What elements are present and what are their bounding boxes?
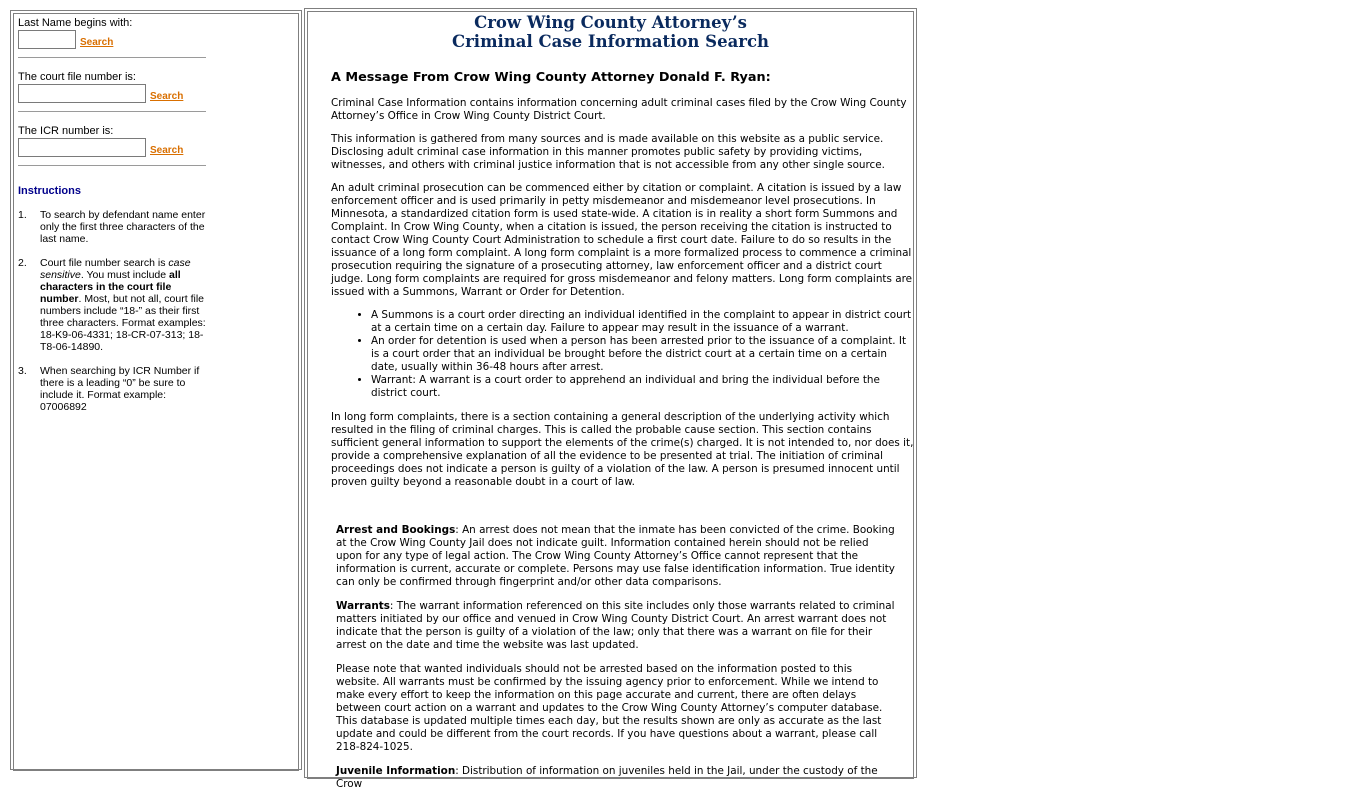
instructions-heading: Instructions (18, 185, 81, 197)
instruction-item (18, 365, 210, 413)
divider (18, 57, 206, 58)
courtfile-row (18, 84, 210, 103)
paragraph-warrants (336, 600, 898, 652)
icr-label: The ICR number is: (18, 125, 114, 137)
instructions-list (18, 209, 210, 413)
instruction-text-post: . Most, but not all, court file numbers include “18-” as their first three characters. Format examples: 18-K9-06-4331; 18-CR-07-313; 18-T8-06-14890. (40, 293, 206, 353)
warrants-text: : The warrant information referenced on this site includes only those warrants related to criminal matters initiated by our office and venued in Crow Wing County District Court. An arrest warrant does not indicate that the person is guilty of a violation of the law; only that there was a warrant on file for their arrest on the date and time the website was last updated. (336, 600, 895, 651)
lastname-search-link[interactable]: Search (80, 37, 114, 48)
instruction-text: When searching by ICR Number if there is a leading “0” be sure to include it. Format example: 07006892 (40, 365, 200, 413)
instruction-item (18, 257, 210, 353)
paragraph-intro: Criminal Case Information contains information concerning adult criminal cases filed by the Crow Wing County Attorney’s Office in Crow Wing County District Court. (331, 97, 907, 122)
paragraph-public-service: This information is gathered from many sources and is made available on this website as a public service. Disclosing adult criminal case information in this manner promotes public safety by providing victims, witnesses, and others with criminal justice information that is not accessible from any other single source. (331, 133, 885, 171)
page-title (305, 13, 916, 51)
divider (18, 111, 206, 112)
bullet-summons: • A Summons is a court order directing an individual identified in the complaint to appear in district court at a certain time on a certain day. Failure to appear may result in the issuance of a warrant. (371, 309, 914, 335)
courtfile-input[interactable] (18, 84, 146, 103)
paragraph-prosecution: An adult criminal prosecution can be commenced either by citation or complaint. A citation is issued by a law enforcement officer and is used primarily in petty misdemeanor and misdemeanor level prosecutions. In Minnesota, a standardized citation form is used state-wide. A citation is in reality a short form Summons and Complaint. In Crow Wing County, when a citation is issued, the person receiving the citation is instructed to contact Crow Wing County Court Administration to schedule a first court date. Failure to do so results in the issuance of a long form complaint. A long form complaint is a more formalized process to commence a criminal prosecution requiring the signature of a prosecuting attorney, law enforcement officer and a district court judge. Long form complaints are required for gross misdemeanor and felony matters. Long form complaints are issued with a Summons, Warrant or Order for Detention. (331, 182, 913, 298)
courtfile-label: The court file number is: (18, 71, 136, 83)
lastname-row (18, 30, 210, 49)
arrest-text: : An arrest does not mean that the inmate has been convicted of the crime. Booking at the Crow Wing County Jail does not indicate guilt. Information contained herein should not be relied upon for any type of legal action. The Crow Wing County Attorney’s Office cannot represent that the information is current, accurate or complete. Persons may use false identification information. True identity can only be confirmed through fingerprint and/or other data comparisons. (336, 524, 895, 588)
icr-search-link[interactable]: Search (150, 145, 184, 156)
warrants-label: Warrants (336, 600, 390, 612)
instruction-item (18, 209, 210, 245)
bullet-list (331, 309, 914, 400)
instruction-text-italic: case sensitive (40, 257, 191, 281)
icr-input[interactable] (18, 138, 146, 157)
courtfile-search-link[interactable]: Search (150, 91, 184, 102)
page-title-line2: Criminal Case Information Search (451, 32, 769, 51)
juvenile-label: Juvenile Information (336, 765, 456, 777)
instruction-text-bold: all characters in the court file number (40, 269, 181, 305)
disclaimer-section (336, 524, 898, 802)
arrest-label: Arrest and Bookings (336, 524, 456, 536)
search-sidebar (18, 17, 210, 425)
juvenile-text: : Distribution of information on juveniles held in the Jail, under the custody of the Crow (336, 765, 878, 790)
lastname-input[interactable] (18, 30, 76, 49)
instruction-number: 1. (18, 209, 27, 221)
instruction-number: 3. (18, 365, 27, 377)
paragraph-probable-cause: In long form complaints, there is a section containing a general description of the underlying activity which resulted in the filing of criminal charges. This is called the probable cause section. This section contains sufficient general information to support the elements of the crime(s) charged. It is not intended to, nor does it, provide a comprehensive explanation of all the evidence to be presented at trial. The initiation of criminal proceedings does not indicate a person is guilty of a violation of the law. A person is presumed innocent until proven guilty beyond a reasonable doubt in a court of law. (331, 411, 914, 488)
paragraph-arrest (336, 524, 898, 589)
message-content (331, 70, 914, 499)
bullet-detention: • An order for detention is used when a person has been arrested prior to the issuance of a complaint. It is a court order that an individual be brought before the district court at a certain time on a certain date, usually within 36-48 hours after arrest. (371, 335, 914, 374)
divider (18, 165, 206, 166)
icr-row (18, 138, 210, 157)
paragraph-juvenile (336, 765, 898, 791)
instruction-text (40, 257, 206, 353)
instruction-text: To search by defendant name enter only the first three characters of the last name. (40, 209, 206, 245)
instruction-text-pre: Court file number search is (40, 257, 169, 269)
instruction-number: 2. (18, 257, 27, 269)
lastname-label: Last Name begins with: (18, 17, 133, 29)
page-title-line1: Crow Wing County Attorney’s (474, 13, 747, 32)
bullet-warrant: • Warrant: A warrant is a court order to apprehend an individual and bring the individual before the district court. (371, 374, 914, 400)
message-heading: A Message From Crow Wing County Attorney Donald F. Ryan: (331, 70, 771, 85)
paragraph-wanted: Please note that wanted individuals should not be arrested based on the information posted to this website. All warrants must be confirmed by the issuing agency prior to enforcement. While we intend to make every effort to keep the information on this page accurate and current, there are often delays between court action on a warrant and updates to the Crow Wing County Attorney’s computer database. This database is updated multiple times each day, but the results shown are only as accurate as the last update and could be different from the court records. If you have questions about a warrant, please call 218-824-1025. (336, 663, 883, 753)
instruction-text-mid: . You must include (80, 269, 170, 281)
